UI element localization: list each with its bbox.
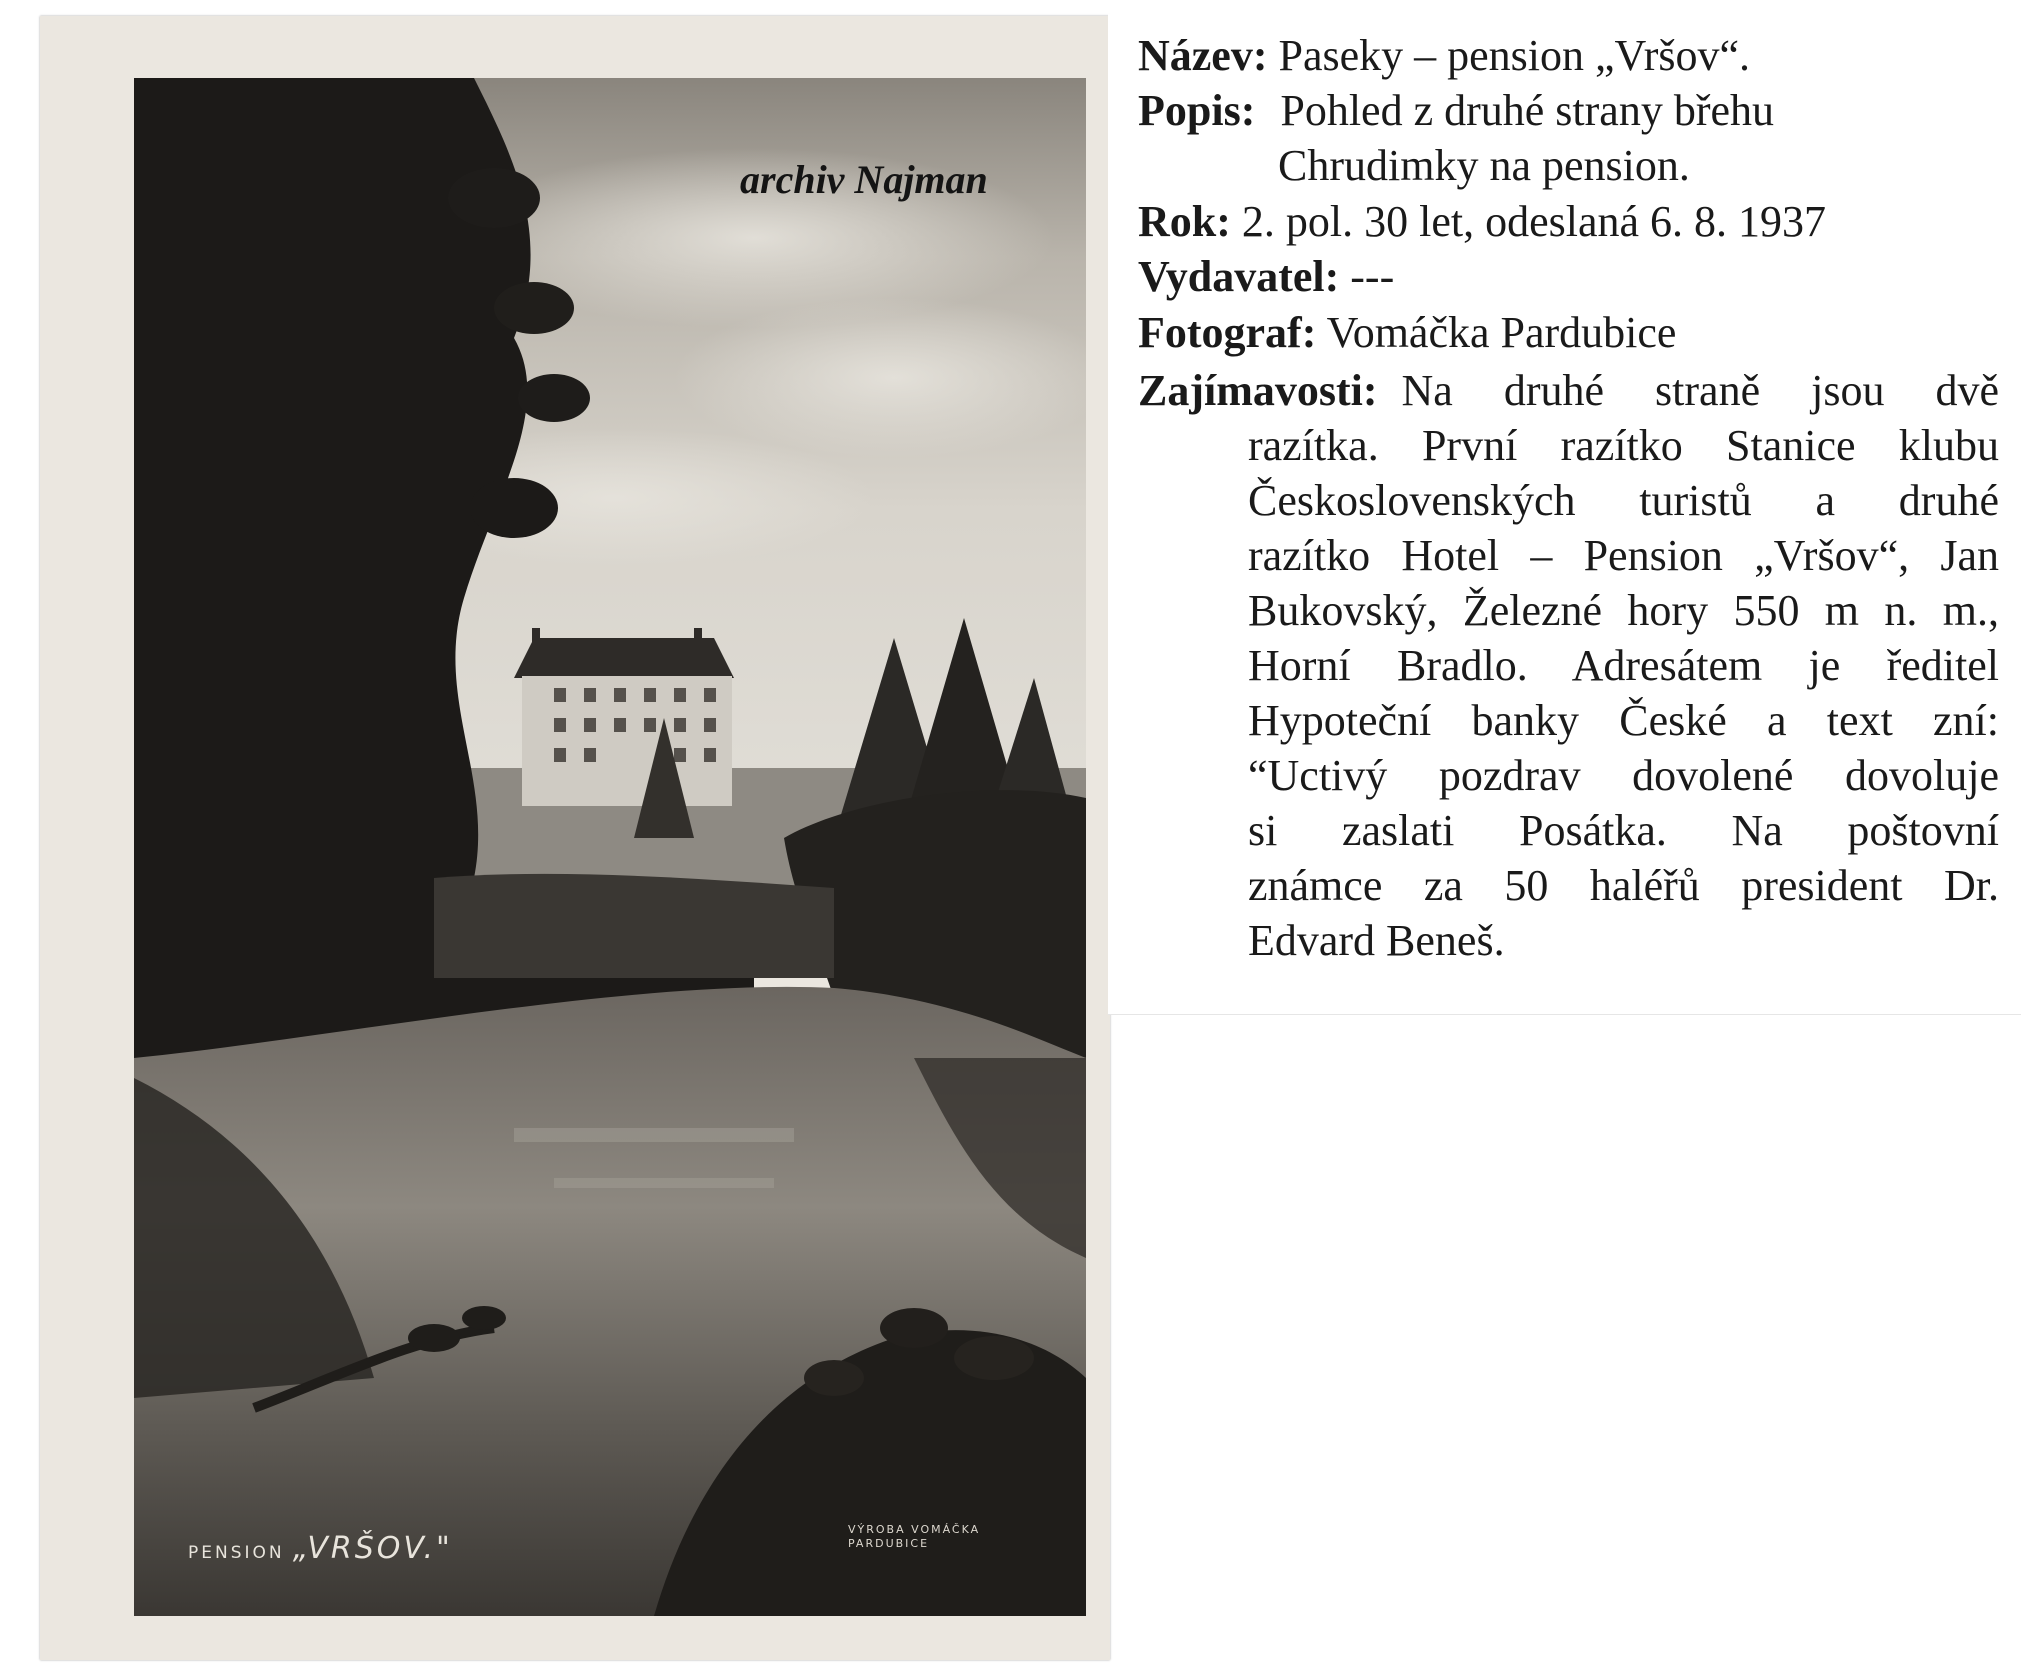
postcard-photo xyxy=(134,78,1086,1616)
nazev-value: Paseky – pension „Vršov“. xyxy=(1278,31,1750,80)
publisher-mark-line: PARDUBICE xyxy=(848,1537,930,1550)
vydavatel-label: Vydavatel: xyxy=(1138,252,1340,301)
nazev-label: Název: xyxy=(1138,31,1268,80)
fotograf-row xyxy=(1138,305,1999,360)
description-panel xyxy=(1108,14,2021,1015)
vydavatel-value: --- xyxy=(1350,252,1395,301)
archive-watermark: archiv Najman xyxy=(740,157,988,202)
zajimavosti-line: razítka. První razítko Stanice klubu xyxy=(1248,421,1999,470)
fotograf-label: Fotograf: xyxy=(1138,308,1317,357)
publisher-mark-line: VÝROBA VOMÁČKA xyxy=(848,1523,981,1536)
zajimavosti-line: známce za 50 haléřů president Dr. xyxy=(1248,861,1999,910)
popis-label: Popis: xyxy=(1138,86,1256,135)
zajimavosti-line: “Uctivý pozdrav dovolené dovoluje xyxy=(1248,751,1999,800)
vydavatel-row xyxy=(1138,249,1999,304)
caption-pension: PENSION xyxy=(188,1543,285,1563)
zajimavosti-row xyxy=(1138,363,1999,418)
zajimavosti-label: Zajímavosti: xyxy=(1138,366,1378,415)
postcard-caption xyxy=(188,1531,453,1566)
rok-label: Rok: xyxy=(1138,197,1231,246)
zajimavosti-line: razítko Hotel – Pension „Vršov“, Jan xyxy=(1248,531,1999,580)
pension-building xyxy=(514,628,734,806)
caption-vrsov: „VRŠOV." xyxy=(292,1531,453,1566)
popis-line-1: Pohled z druhé strany břehu xyxy=(1280,86,1775,135)
zajimavosti-line: Bukovský, Železné hory 550 m n. m., xyxy=(1248,586,1999,635)
zajimavosti-line: si zaslati Posátka. Na poštovní xyxy=(1248,806,1999,855)
zajimavosti-line: Na druhé straně jsou dvě xyxy=(1401,366,1999,415)
zajimavosti-line: Edvard Beneš. xyxy=(1248,916,1505,965)
fotograf-value: Vomáčka Pardubice xyxy=(1326,308,1677,357)
zajimavosti-line: Horní Bradlo. Adresátem je ředitel xyxy=(1248,641,1999,690)
popis-row xyxy=(1138,83,1999,138)
zajimavosti-line: Československých turistů a druhé xyxy=(1248,476,1999,525)
nazev-row xyxy=(1138,28,1999,83)
zajimavosti-line: Hypoteční banky České a text zní: xyxy=(1248,696,1999,745)
rok-value: 2. pol. 30 let, odeslaná 6. 8. 1937 xyxy=(1241,197,1827,246)
river-landscape-photo xyxy=(134,78,1086,1616)
rok-row xyxy=(1138,194,1999,249)
popis-line-2: Chrudimky na pension. xyxy=(1278,141,1690,190)
publisher-mark xyxy=(848,1523,988,1551)
postcard xyxy=(40,16,1110,1660)
